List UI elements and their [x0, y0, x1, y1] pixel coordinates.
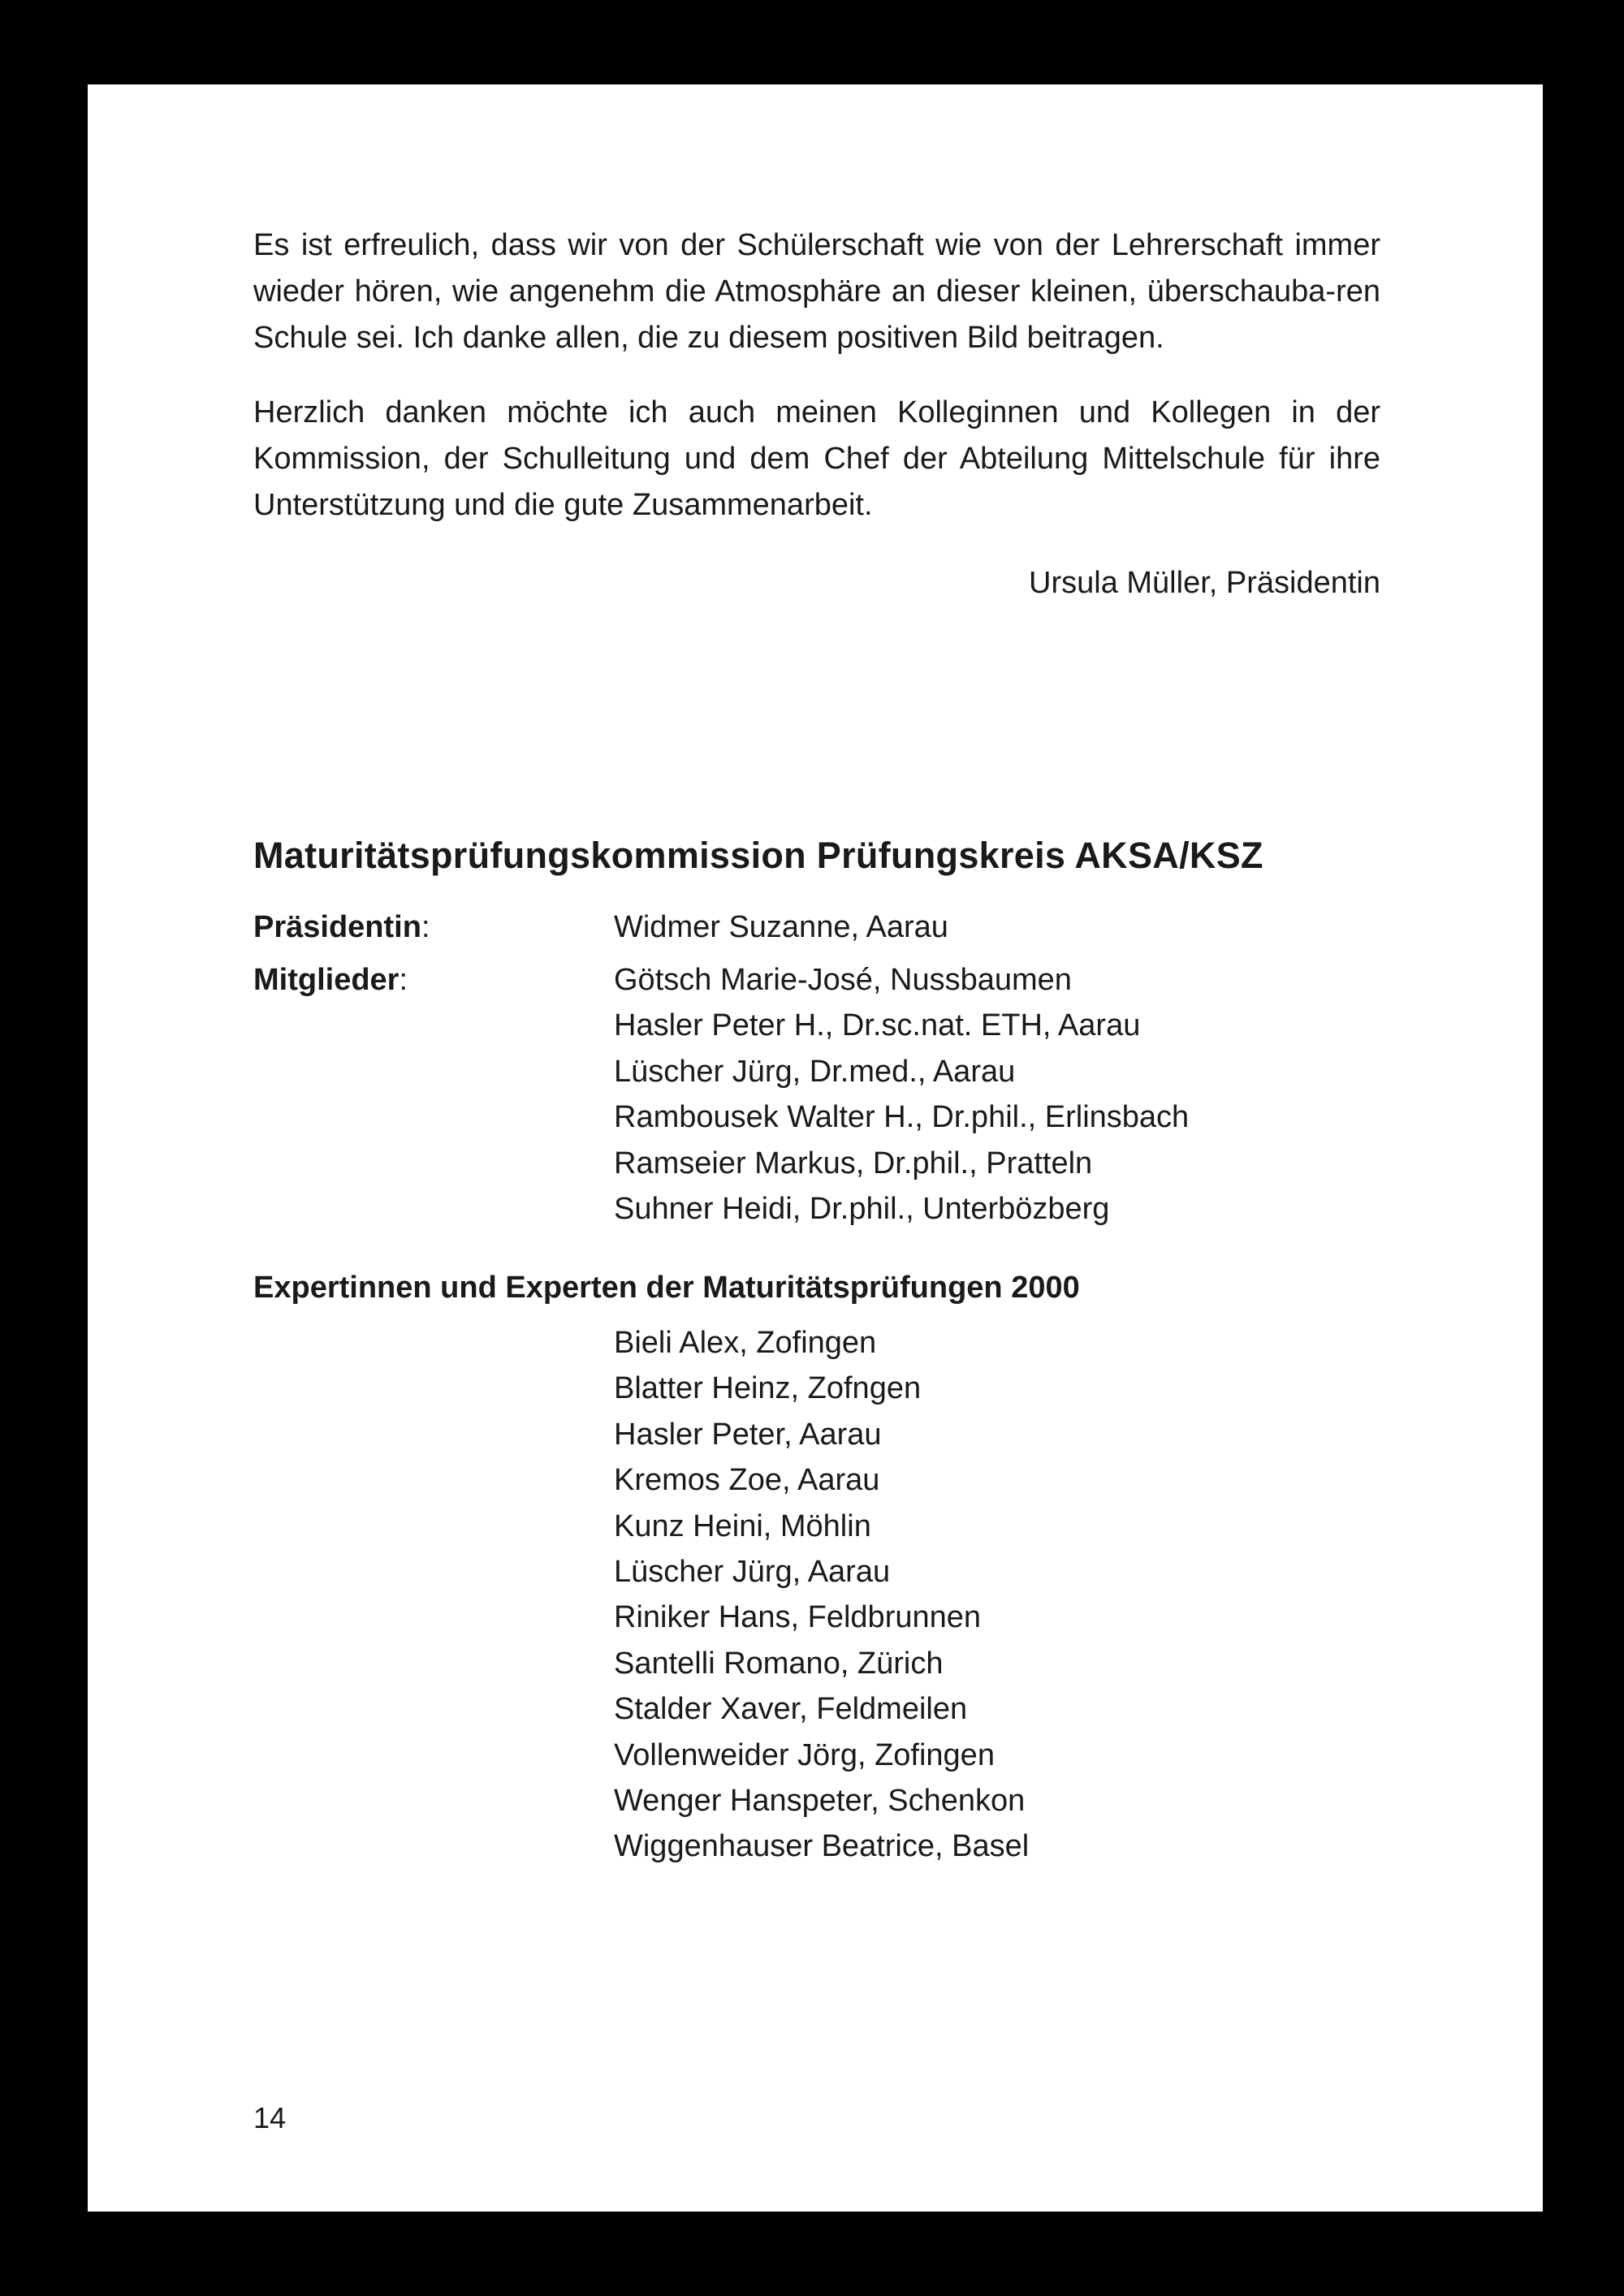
intro-paragraph: Es ist erfreulich, dass wir von der Schülerschaft wie von der Lehrerschaft immer wieder hören, wie angenehm die Atmosphäre an dieser kleinen, überschauba-ren Schule sei. Ich danke allen, die zu diesem positiven Bild beitragen.	[253, 228, 1380, 355]
member-item: Ramseier Markus, Dr.phil., Pratteln	[614, 1146, 1093, 1180]
member-item: Lüscher Jürg, Dr.med., Aarau	[614, 1054, 1016, 1089]
expert-item: Kunz Heini, Möhlin	[614, 1508, 871, 1543]
member-item: Hasler Peter H., Dr.sc.nat. ETH, Aarau	[614, 1008, 1141, 1043]
experts-title: Expertinnen und Experten der Maturitätsprüfungen 2000	[253, 1271, 1080, 1305]
thanks-paragraph: Herzlich danken möchte ich auch meinen Kolleginnen und Kollegen in der Kommission, der Schulleitung und dem Chef der Abteilung Mittelschule für ihre Unterstützung und die gute Zusammenarbeit.	[253, 395, 1380, 522]
president-label: Präsidentin:	[253, 910, 430, 944]
expert-item: Hasler Peter, Aarau	[614, 1417, 882, 1452]
members-list	[614, 957, 1189, 1232]
expert-item: Lüscher Jürg, Aarau	[614, 1555, 891, 1590]
expert-item: Wiggenhauser Beatrice, Basel	[614, 1829, 1030, 1864]
expert-item: Blatter Heinz, Zofngen	[614, 1371, 922, 1406]
expert-item: Riniker Hans, Feldbrunnen	[614, 1600, 982, 1635]
expert-item: Kremos Zoe, Aarau	[614, 1463, 880, 1498]
document-page	[88, 84, 1543, 2212]
member-item: Götsch Marie-José, Nussbaumen	[614, 963, 1072, 997]
expert-item: Stalder Xaver, Feldmeilen	[614, 1692, 968, 1727]
members-label: Mitglieder:	[253, 963, 408, 997]
expert-item: Bieli Alex, Zofingen	[614, 1326, 877, 1360]
president-name: Widmer Suzanne, Aarau	[614, 910, 948, 944]
member-item: Rambousek Walter H., Dr.phil., Erlinsbach	[614, 1100, 1190, 1135]
expert-item: Vollenweider Jörg, Zofingen	[614, 1737, 995, 1772]
page-number: 14	[253, 2101, 287, 2134]
expert-item: Santelli Romano, Zürich	[614, 1646, 944, 1681]
commission-title: Maturitätsprüfungskommission Prüfungskreis AKSA/KSZ	[253, 835, 1263, 876]
expert-item: Wenger Hanspeter, Schenkon	[614, 1784, 1026, 1819]
member-item: Suhner Heidi, Dr.phil., Unterbözberg	[614, 1192, 1110, 1227]
signature: Ursula Müller, Präsidentin	[1029, 566, 1380, 600]
experts-list	[614, 1320, 1029, 1870]
